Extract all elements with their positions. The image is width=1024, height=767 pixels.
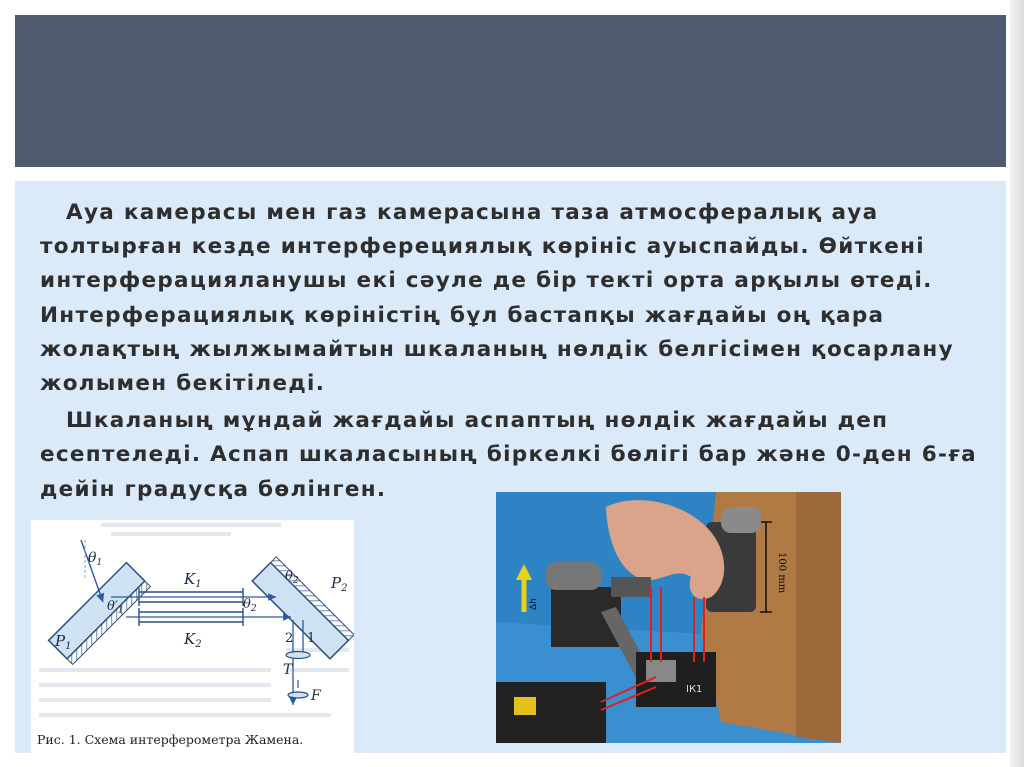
label-beam-2: 2	[285, 631, 294, 646]
slide-edge-shadow	[1010, 0, 1024, 767]
diagram-drawing	[31, 520, 354, 730]
label-k1: $K_1$	[184, 570, 202, 590]
slide-body-text	[40, 196, 985, 507]
lens-t	[286, 652, 310, 659]
diagram-caption: Рис. 1. Схема интерферометра Жамена.	[37, 732, 304, 747]
ruler-label: 100 mm	[776, 552, 787, 594]
label-theta2: $\theta_2$	[285, 569, 299, 586]
apparatus-photo	[496, 492, 841, 743]
label-k2: $K_2$	[184, 630, 202, 650]
jamin-interferometer-diagram	[31, 520, 354, 753]
label-f: F	[311, 688, 321, 704]
paragraph-1	[40, 196, 985, 401]
paragraph-2-text: Шкаланың мұндай жағдайы аспаптың нөлдік жағдайы деп есептеледі. Аспап шкаласының біркелкі бөлігі бар және 0-ден 6-ға дейін градусқа бөлінген.	[40, 408, 977, 502]
lens-f	[288, 692, 308, 698]
device-label: ІК1	[686, 684, 703, 695]
apparatus-photo-drawing	[496, 492, 841, 743]
title-band	[15, 15, 1006, 167]
arrow-label: Δh	[529, 598, 539, 610]
label-beam-1: 1	[307, 631, 316, 646]
label-t: T	[283, 662, 293, 678]
label-p1: $P_1$	[55, 632, 72, 652]
label-theta1: $\theta_1$	[88, 550, 103, 568]
label-theta2-lower: $\theta_2$	[243, 597, 257, 614]
label-p2: $P_2$	[331, 574, 348, 594]
label-theta1-prime: $\theta'_1$	[107, 599, 124, 616]
paragraph-1-text: Ауа камерасы мен газ камерасына таза атмосфералық ауа толтырған кезде интерферециялық көрініс ауыспайды. Өйткені интерферацияланушы екі сәуле де бір текті орта арқылы өтеді. Интерферациялық көріністің бұл бастапқы жағдайы оң қара жолақтың жылжымайтын шкаланың нөлдік белгісімен қосарлану жолымен бекітіледі.	[40, 200, 954, 397]
